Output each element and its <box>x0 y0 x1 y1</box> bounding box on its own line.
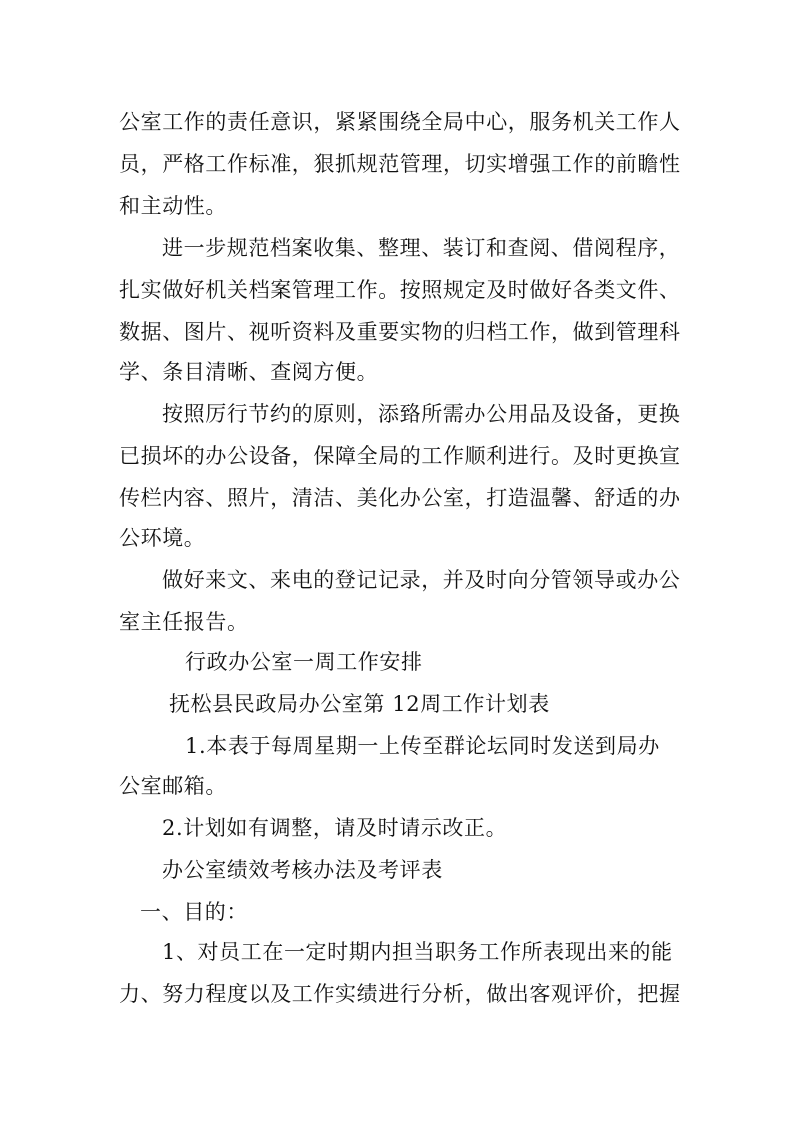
paragraph-2-line-3: 数据、图片、视听资料及重要实物的归档工作，做到管理科 <box>119 320 681 344</box>
paragraph-2-line-1: 进一步规范档案收集、整理、装订和查阅、借阅程序， <box>162 236 681 260</box>
paragraph-1-line-1: 公室工作的责任意识，紧紧围绕全局中心，服务机关工作人 <box>119 110 681 134</box>
section-title: 行政办公室一周工作安排 <box>185 650 423 674</box>
paragraph-2-line-4: 学、条目清晰、查阅方便。 <box>119 360 379 384</box>
paragraph-3-line-3: 传栏内容、照片，清洁、美化办公室，打造温馨、舒适的办 <box>119 486 681 510</box>
paragraph-3-line-2: 已损坏的办公设备，保障全局的工作顺利进行。及时更换宣 <box>119 444 681 468</box>
paragraph-1-line-2: 员，严格工作标准，狠抓规范管理，切实增强工作的前瞻性 <box>119 152 681 176</box>
paragraph-1-line-3: 和主动性。 <box>119 194 227 218</box>
plan-title: 抚松县民政局办公室第 12周工作计划表 <box>169 692 550 716</box>
appraisal-title: 办公室绩效考核办法及考评表 <box>162 858 443 882</box>
note-1-line-2: 公室邮箱。 <box>119 774 227 798</box>
note-2: 2.计划如有调整，请及时请示改正。 <box>162 816 508 840</box>
paragraph-3-line-4: 公环境。 <box>119 526 206 550</box>
paragraph-4-line-1: 做好来文、来电的登记记录，并及时向分管领导或办公 <box>162 568 681 592</box>
paragraph-2-line-2: 扎实做好机关档案管理工作。按照规定及时做好各类文件、 <box>119 278 681 302</box>
note-1-line-1: 1.本表于每周星期一上传至群论坛同时发送到局办 <box>185 734 660 758</box>
paragraph-3-line-1: 按照厉行节约的原则，添臵所需办公用品及设备，更换 <box>162 402 681 426</box>
heading-purpose: 一、目的： <box>140 900 248 924</box>
purpose-1-line-2: 力、努力程度以及工作实绩进行分析，做出客观评价，把握 <box>119 982 681 1006</box>
paragraph-4-line-2: 室主任报告。 <box>119 610 249 634</box>
purpose-1-line-1: 1、对员工在一定时期内担当职务工作所表现出来的能 <box>162 940 673 964</box>
